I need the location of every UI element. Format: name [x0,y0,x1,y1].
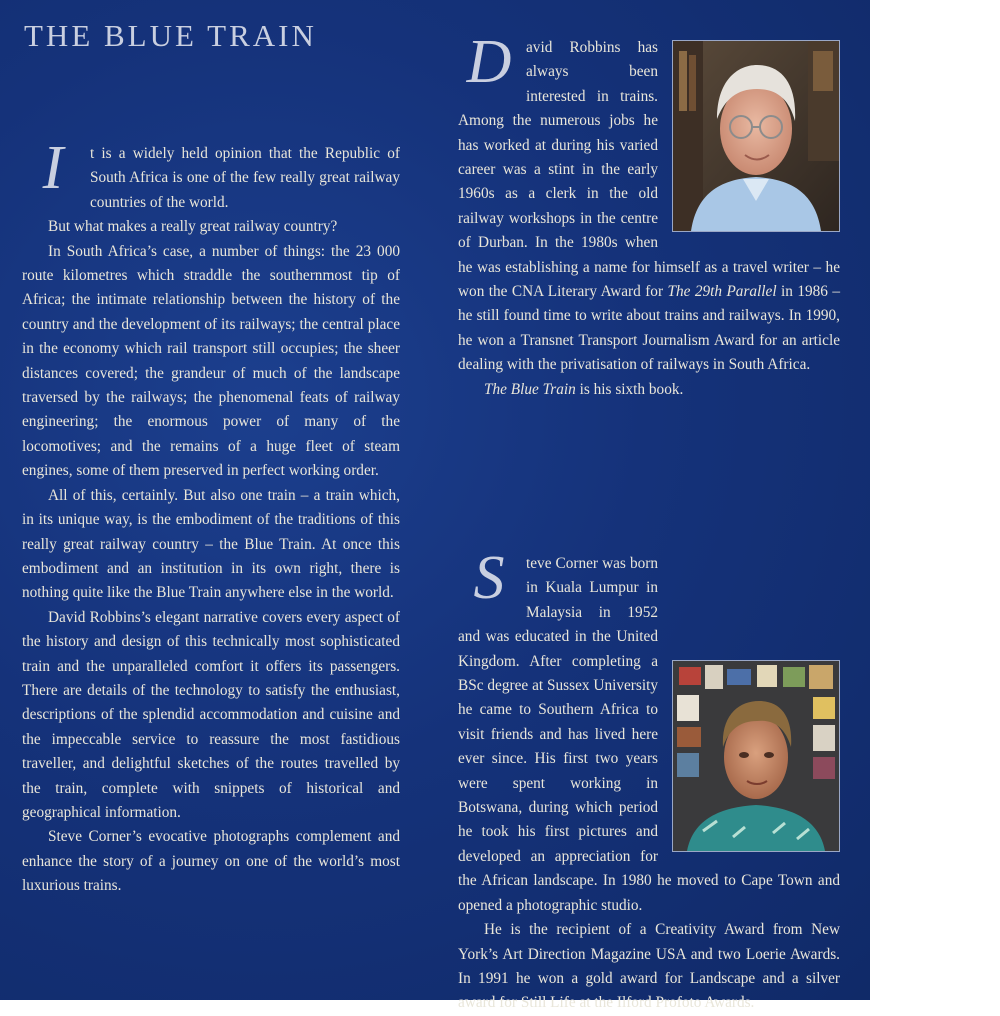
author-bio-paragraph-1: D avid Robbins has always been interested in trains. Among the numerous jobs he has worked at during his varied career was a stint in the early 1960s as a clerk in the old railway workshops in the centre of Durban. In the 1980s when he was establishing a name for himself as a travel writer – he won the CNA Literary Award for The 29th Parallel in 1986 – he still found time to write about trains and railways. In 1990, he won a Transnet Transport Journalism Award for an article dealing with the privatisation of railways in South Africa. [458,28,840,374]
dropcap-letter: I [42,134,64,202]
dropcap-letter: D [466,28,512,96]
book-blurb [22,134,400,899]
book-title: THE BLUE TRAIN [24,18,317,53]
author-bio-paragraph-2: The Blue Train is his sixth book. [484,380,684,398]
blurb-paragraph-2: But what makes a really great railway country? [48,218,338,236]
book-title-29th-parallel: The 29th Parallel [667,283,777,301]
blurb-paragraph-5: David Robbins’s elegant narrative covers every aspect of the history and design of this technically most sophisticated train and the unparalleled comfort it offers its passengers. There are details of the technology to satisfy the enthusiast, descriptions of the splendid accommodation and cuisine and the impeccable service to reassure the most fastidious traveller, and delightful sketches of the routes travelled by the train, complete with snippets of historical and geographical information. [22,608,400,821]
photographer-portrait-photo [672,660,840,852]
dropcap-letter: S [473,544,505,612]
author-bio [458,28,840,402]
author-portrait-photo [672,40,840,232]
photographer-bio [458,544,840,1016]
photographer-bio-paragraph-2: He is the recipient of a Creativity Award from New York’s Art Direction Magazine USA and two Loerie Awards. In 1991 he won a gold award for Landscape and a silver award for Still Life at the Ilford Profoto Awards. [458,921,840,1012]
blurb-paragraph-4: All of this, certainly. But also one train – a train which, in its unique way, is the embodiment of the traditions of this really great railway country – the Blue Train. At once this embodiment and an institution in its own right, there is nothing quite like the Blue Train anywhere else in the world. [22,486,400,602]
blurb-paragraph-3: In South Africa’s case, a number of things: the 23 000 route kilometres which straddle the southernmost tip of Africa; the intimate relationship between the history of the country and the development of its railways; the central place in the economy which rail transport still occupies; the sheer distances covered; the grandeur of much of the landscape traversed by the railways; the phenomenal feats of railway engineering; the enormous power of many of the locomotives; and the remains of a huge fleet of steam engines, some of them preserved in perfect working order. [22,242,400,480]
blurb-paragraph-6: Steve Corner’s evocative photographs complement and enhance the story of a journey on one of the world’s most luxurious trains. [22,828,400,895]
scan-white-margin [870,0,1000,1000]
blurb-paragraph-1: I t is a widely held opinion that the Republic of South Africa is one of the few really great railway countries of the world. [22,142,400,215]
photographer-bio-paragraph-1: S teve Corner was born in Kuala Lumpur in Malaysia in 1952 and was educated in the United Kingdom. After completing a BSc degree at Sussex University he came to Southern Africa to visit friends and has lived here ever since. His first two years were spent working in Botswana, during which period he took his first pictures and developed an appreciation for the African landscape. In 1980 he moved to Cape Town and opened a photographic studio. [458,544,840,914]
